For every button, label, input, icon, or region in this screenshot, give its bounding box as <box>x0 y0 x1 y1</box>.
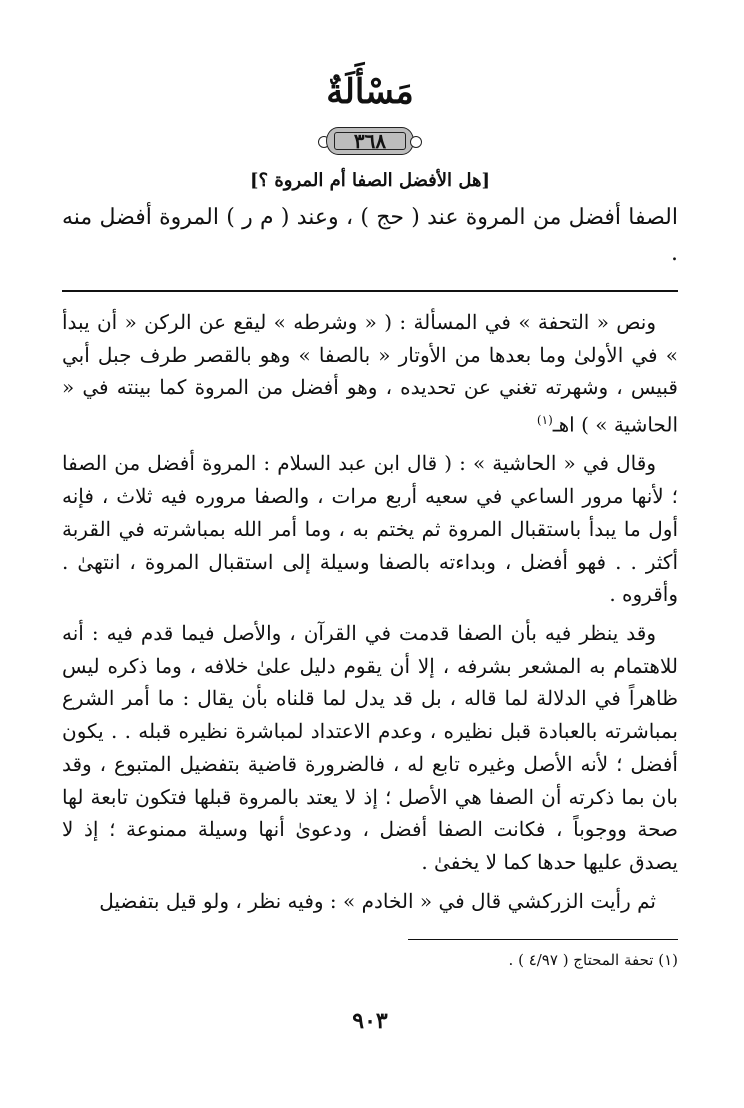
issue-heading: [هل الأفضل الصفا أم المروة ؟] <box>250 170 490 191</box>
paragraph-2: وقال في « الحاشية » : ( قال ابن عبد السلام : المروة أفضل من الصفا ؛ لأنها مرور الساعي في سعيه أربع مرات ، والصفا مروره فيه ثلاث ، فإنه أول ما يبدأ باستقبال المروة ثم يختم به ، وما أمر الله بمباشرته في القربة أكثر . . فهو أفضل ، وبداءته بالصفا وسيلة إلى استقبال المروة ، انتهىٰ . وأقروه . <box>62 451 678 607</box>
issue-summary: الصفا أفضل من المروة عند ( حج ) ، وعند ( م ر ) المروة أفضل منه . <box>62 205 678 266</box>
paragraph-4: ثم رأيت الزركشي قال في « الخادم » : وفيه نظر ، ولو قيل بتفضيل <box>99 888 656 913</box>
footnote-text: تحفة المحتاج ( ٤/٩٧ ) . <box>508 951 654 970</box>
masala-title: مَسْأَلَةٌ <box>326 72 414 112</box>
footnote <box>62 948 678 972</box>
paragraph-1-text: ونص « التحفة » في المسألة : ( « وشرطه » ليقع عن الركن « أن يبدأ » في الأولىٰ وما بعدها من الأوتار « بالصفا » وهو بالقصر طرف جبل أبي قبيس ، وشهرته تغني عن تحديده ، وهو أفضل من المروة كما بينته في « الحاشية » ) اهـ <box>62 310 678 437</box>
paragraph-3: وقد ينظر فيه بأن الصفا قدمت في القرآن ، والأصل فيما قدم فيه : أنه للاهتمام به المشعر بشرفه ، إلا أن يقوم دليل علىٰ خلافه ، وما ذكره ليس ظاهراً في الدلالة لما قاله ، بل قد يدل لما قلناه بأن يقال : ما أمر الشرع بمباشرته بالعبادة قبل نظيره ، وعدم الاعتداد لمباشرة نظيره قبله . . يكون أفضل ؛ لأنه الأصل وغيره تابع له ، فالضرورة قاضية بتفضيل المتبوع ، وقد بان بما ذكرته أن الصفا هي الأصل ؛ إذ لا يعتد بالمروة قبلها فتكون تابعة لها صحة ووجوباً ، فكانت الصفا أفضل ، ودعوىٰ أنها وسيلة ممنوعة ؛ إذ لا يصدق عليها حدها كما لا يخفىٰ . <box>62 620 678 874</box>
footnote-reference: (١) <box>536 413 553 428</box>
footnote-divider <box>408 939 678 940</box>
document-page <box>62 70 678 1034</box>
issue-number-plate <box>318 124 422 158</box>
page-number: ٩٠٣ <box>352 1008 388 1035</box>
paragraph-1 <box>62 306 678 441</box>
footnote-number: (١) <box>658 951 678 970</box>
issue-number: ٣٦٨ <box>353 129 387 153</box>
section-divider <box>62 290 678 292</box>
